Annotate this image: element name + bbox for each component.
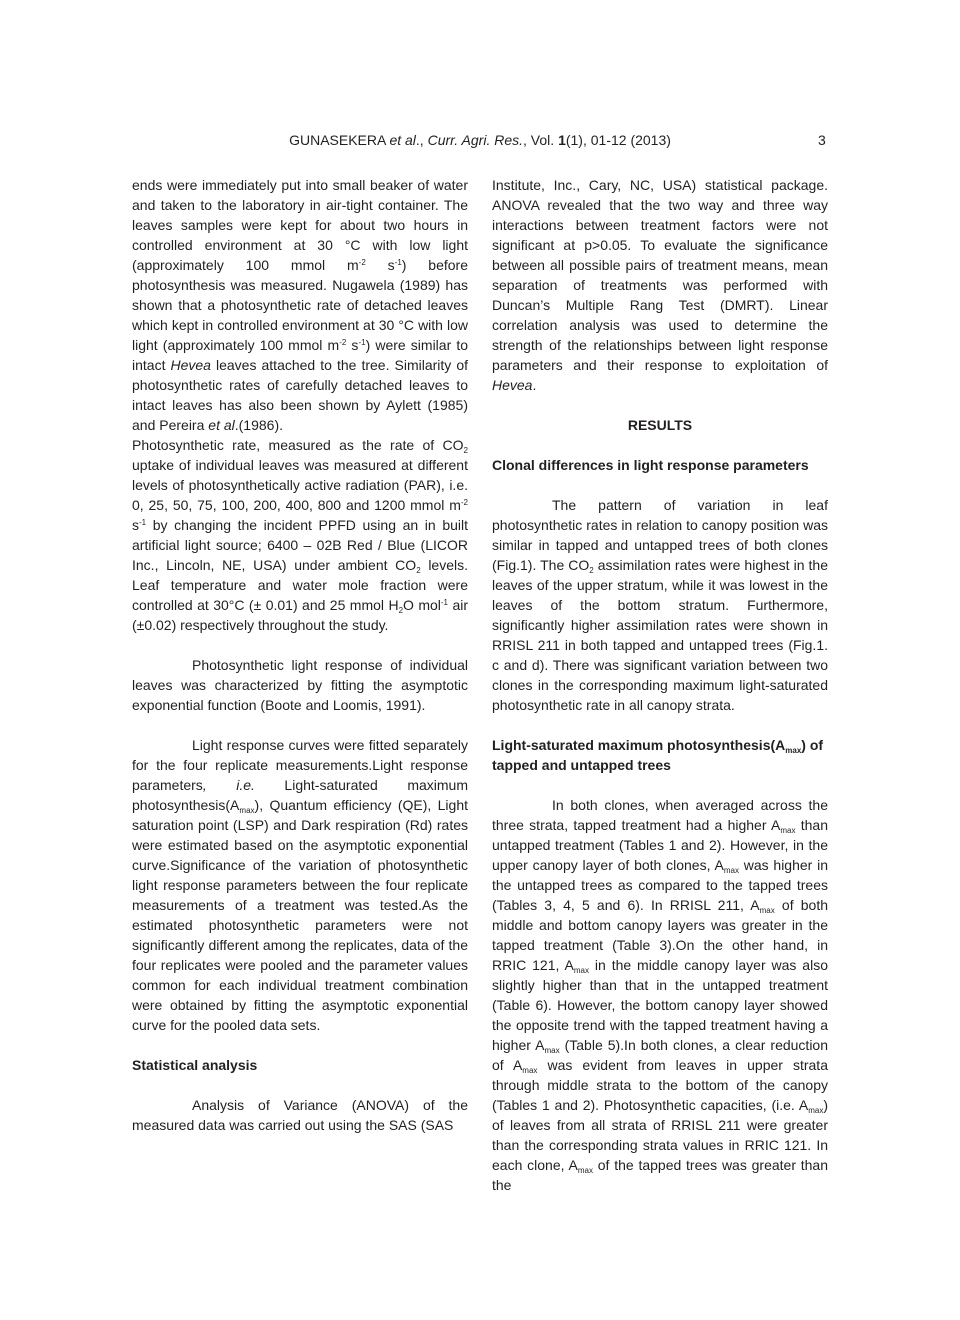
text-run: max [759,906,775,915]
text-run: Photosynthetic rate, measured as the rate of CO [132,437,464,453]
text-run: ) of leaves from all strata of RRISL 211 were greater than the corresponding strata values in RRIC 121. In each clone, A [492,1097,828,1173]
text-run: -2 [358,258,366,267]
text-run: ) of tapped and untapped trees [492,737,824,773]
text-run: max [239,806,255,815]
text-run: max [785,746,802,755]
text-run: The pattern of variation in leaf photosynthetic rates in relation to canopy position was similar in tapped and untapped trees of both clones (Fig.1). The CO [492,497,828,573]
page-number: 3 [818,132,826,148]
paragraph [492,175,828,395]
text-run: -2 [460,498,468,507]
text-run: -1 [139,518,147,527]
paragraph [492,495,828,715]
text-run: -1 [440,598,449,607]
text-run: air (±0.02) respectively throughout the study. [132,597,468,633]
text-run: ends were immediately put into small beaker of water and taken to the laboratory in air-tight container. The leaves samples were kept for about two hours in controlled environment at 30 °C with low light (approximately 100 mmol m [132,177,468,273]
text-run: 1 [558,132,566,148]
paragraph [132,435,468,635]
text-run: max [544,1046,560,1055]
section-heading [492,415,828,435]
text-run: ), Quantum efficiency (QE), Light saturation point (LSP) and Dark respiration (Rd) rates were estimated based on the asymptotic exponential curve.Significance of the variation of photosynthetic light response parameters between the four replicate measurements of a treatment was tested.As the estimated photosynthetic parameters were not significantly different among the replicates, data of the four replicates were pooled and the parameter values common for each individual treatment combination were obtained by fitting the asymptotic exponential curve for the pooled data sets. [132,797,468,1033]
text-run: by changing the incident PPFD using an in built artificial light source; 6400 – 02B Red / Blue (LICOR Inc., Lincoln, NE, USA) under ambient CO [132,517,468,573]
text-run: , i.e. [202,777,255,793]
section-heading [492,455,828,475]
text-run: of the tapped trees was greater than the [492,1157,829,1193]
text-run: Light response curves were fitted separately for the four replicate measurements.Light response parameters [132,737,468,793]
paragraph [492,795,828,1195]
text-run: -1 [394,258,402,267]
text-run: -1 [358,338,366,347]
text-run: .(1986). [234,417,283,433]
text-run: 2 [463,446,468,455]
text-run: O mol [403,597,441,613]
text-run: Clonal differences in light response parameters [492,457,809,473]
text-run: Light-saturated maximum photosynthesis(A [132,777,468,813]
text-run: Statistical analysis [132,1057,258,1073]
text-run: et al [389,132,416,148]
text-run: 2 [416,566,421,575]
text-run: assimilation rates were highest in the leaves of the upper stratum, while it was lowest in the leaves of the bottom stratum. Furthermore, significantly higher assimilation rates were shown in RRISL 211 in both tapped and untapped trees (Fig.1. c and d). There was significant variation between two clones in the corresponding maximum light-saturated photosynthetic rate in all canopy strata. [492,557,828,713]
text-run: Photosynthetic light response of individual leaves was characterized by fitting the asymptotic exponential function (Boote and Loomis, 1991). [132,657,468,713]
text-run: (1), 01-12 (2013) [565,132,671,148]
text-run: max [522,1066,538,1075]
text-run: s [365,257,395,273]
text-run: max [577,1166,593,1175]
text-run: was evident from leaves in upper strata through middle strata to the bottom of the canopy (Tables 1 and 2). Photosynthetic capacities, (i.e. A [492,1057,828,1113]
paragraph [132,1095,468,1135]
text-run: levels. Leaf temperature and water mole fraction were controlled at 30°C (± 0.01) and 25 mmol H [132,557,469,613]
text-run: ) before photosynthesis was measured. Nugawela (1989) has shown that a photosynthetic rate of detached leaves which kept in controlled environment at 30 °C with low light (approximately 100 mmol m [132,257,469,353]
text-run: , Vol. [523,132,559,148]
text-run: Light-saturated maximum photosynthesis(A [492,737,786,753]
text-run: 2 [398,606,404,615]
paragraph [132,175,468,435]
running-head [0,130,960,150]
text-run: of both middle and bottom canopy layers was greater in the tapped treatment (Table 3).On the other hand, in RRIC 121, A [492,897,829,973]
text-run: leaves attached to the tree. Similarity of photosynthetic rates of carefully detached leaves to intact leaves has also been shown by Aylett (1985) and Pereira [132,357,468,433]
text-run: (Table 5).In both clones, a clear reduction of A [492,1037,829,1073]
paragraph [132,735,468,1035]
text-run: Institute, Inc., Cary, NC, USA) statistical package. ANOVA revealed that the two way and three way interactions between treatment factors were not significant at p>0.05. To evaluate the significance between all possible pairs of treatment means, mean separation of treatments was performed with Duncan’s Multiple Rang Test (DMRT). Linear correlation analysis was used to determine the strength of the relationships between light response parameters and their response to exploitation of [492,177,828,373]
left-column [132,175,468,1155]
paragraph [132,655,468,715]
text-run: max [573,966,589,975]
right-column [492,175,828,1215]
section-heading [492,735,828,775]
text-run: GUNASEKERA [289,132,390,148]
text-run: s [346,337,359,353]
text-run: 2 [589,566,594,575]
text-run: uptake of individual leaves was measured at different levels of photosynthetically active radiation (PAR), i.e. 0, 25, 50, 75, 100, 200, 400, 800 and 1200 mmol m [132,457,468,513]
text-run: max [808,1106,824,1115]
text-run: ., [415,132,428,148]
text-run: than untapped treatment (Tables 1 and 2). However, in the upper canopy layer of both clones, A [492,817,828,873]
text-run: In both clones, when averaged across the three strata, tapped treatment had a higher A [492,797,828,833]
text-run: max [723,866,739,875]
text-run: Hevea [170,357,211,373]
text-run: et al [208,417,235,433]
text-run: Hevea [492,377,533,393]
text-run: was higher in the untapped trees as compared to the tapped trees (Tables 3, 4, 5 and 6). In RRISL 211, A [492,857,828,913]
text-run: ) were similar to intact [132,337,469,373]
text-run: -2 [339,338,347,347]
text-run: . [532,377,537,393]
text-run: in the middle canopy layer was also slightly higher than that in the untapped treatment (Table 6). However, the bottom canopy layer showed the opposite trend with the tapped treatment having a higher A [492,957,828,1053]
text-run: Curr. Agri. Res. [427,132,524,148]
text-run: max [780,826,796,835]
text-run: s [132,517,139,533]
section-heading [132,1055,468,1075]
text-run: Analysis of Variance (ANOVA) of the measured data was carried out using the SAS (SAS [132,1097,468,1133]
text-run: RESULTS [627,417,693,433]
